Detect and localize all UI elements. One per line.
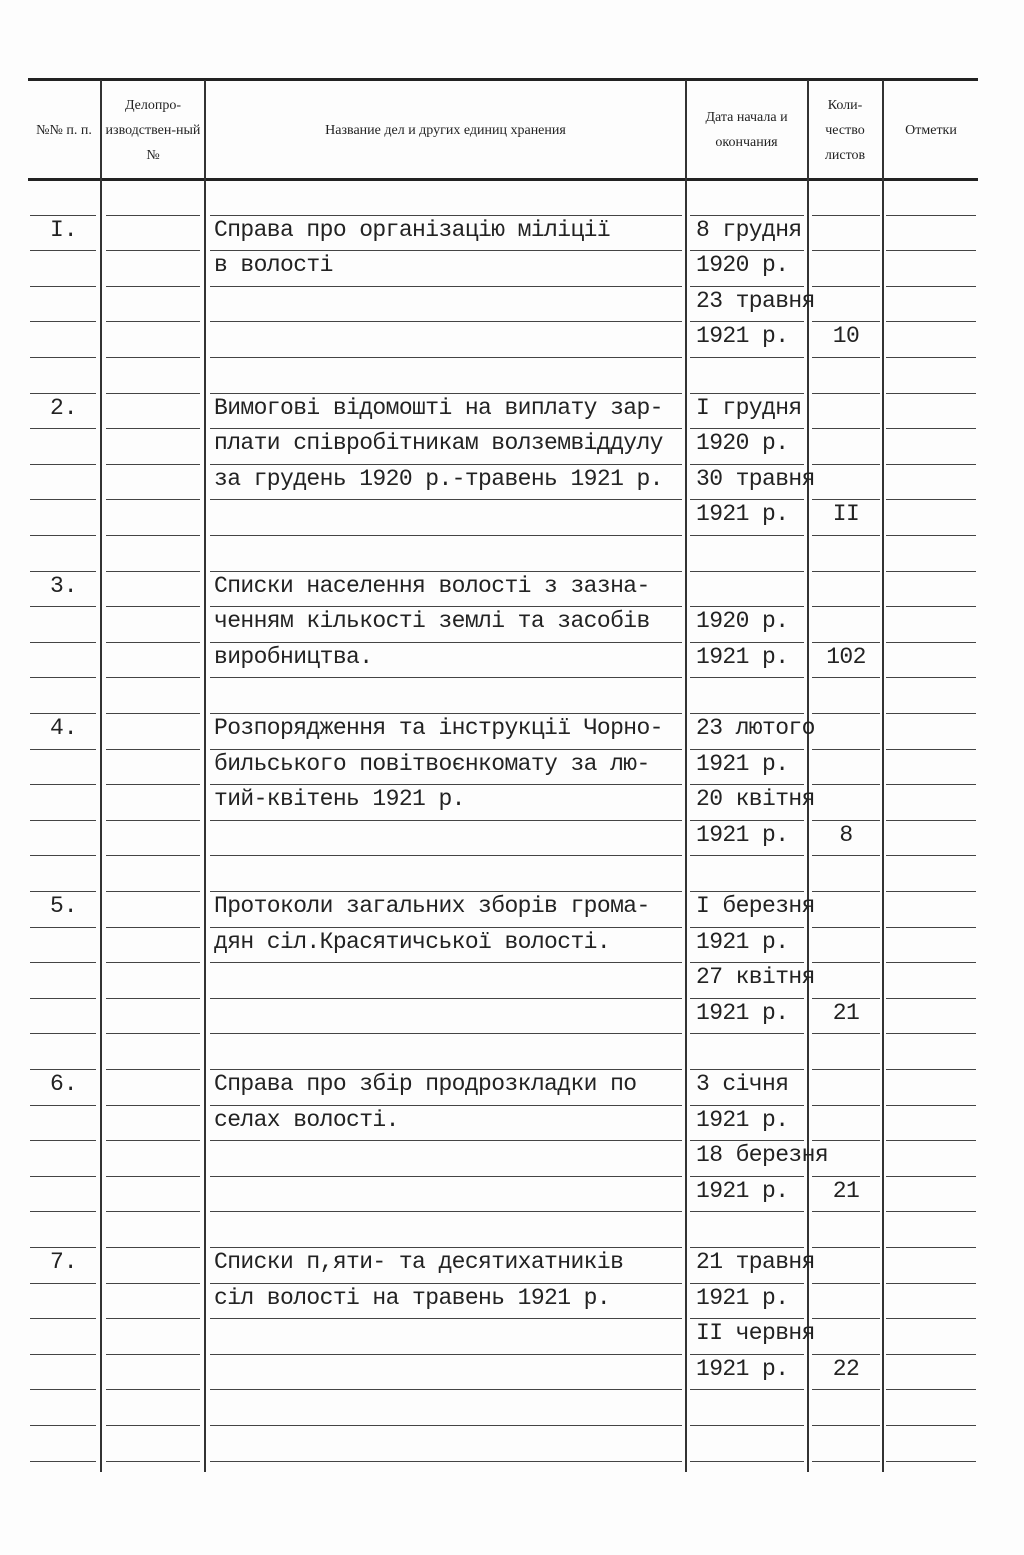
blank-row	[0, 1212, 1024, 1248]
sheets-cell	[812, 394, 880, 430]
date-cell: 21 травня	[690, 1248, 804, 1284]
date-cell: 1921 р.	[690, 821, 804, 857]
sheets-cell	[812, 785, 880, 821]
num-cell: 4.	[30, 714, 96, 750]
num-cell	[30, 1390, 96, 1426]
title-cell	[210, 322, 682, 358]
title-cell	[210, 358, 682, 394]
title-cell	[210, 1319, 682, 1355]
num-cell	[30, 1212, 96, 1248]
num-cell	[30, 1355, 96, 1391]
notes-cell	[886, 1426, 976, 1462]
sheets-cell: 22	[812, 1355, 880, 1391]
office-number-cell	[106, 1141, 200, 1177]
date-cell: 18 березня	[690, 1141, 804, 1177]
sheets-cell	[812, 1212, 880, 1248]
num-cell	[30, 1106, 96, 1142]
blank-row	[0, 1426, 1024, 1462]
title-cell	[210, 821, 682, 857]
num-cell	[30, 1284, 96, 1320]
table-row	[0, 1248, 1024, 1284]
notes-cell	[886, 251, 976, 287]
num-cell	[30, 963, 96, 999]
notes-cell	[886, 1034, 976, 1070]
title-cell	[210, 963, 682, 999]
title-cell	[210, 500, 682, 536]
office-number-cell	[106, 1248, 200, 1284]
office-number-cell	[106, 1355, 200, 1391]
date-cell: 1921 р.	[690, 322, 804, 358]
date-cell: 1921 р.	[690, 500, 804, 536]
notes-cell	[886, 821, 976, 857]
title-cell	[210, 1426, 682, 1462]
office-number-cell	[106, 643, 200, 679]
notes-cell	[886, 963, 976, 999]
sheets-cell	[812, 1106, 880, 1142]
date-cell: I грудня	[690, 394, 804, 430]
sheets-cell	[812, 928, 880, 964]
office-number-cell	[106, 1426, 200, 1462]
header-notes: Отметки	[905, 122, 957, 138]
notes-cell	[886, 1212, 976, 1248]
table-row	[0, 963, 1024, 999]
office-number-cell	[106, 607, 200, 643]
table-row	[0, 287, 1024, 323]
office-number-cell	[106, 1070, 200, 1106]
date-cell	[690, 536, 804, 572]
title-cell: Розпорядження та інструкції Чорно-	[210, 714, 682, 750]
office-number-cell	[106, 358, 200, 394]
sheets-cell	[812, 750, 880, 786]
num-cell	[30, 607, 96, 643]
office-number-cell	[106, 963, 200, 999]
title-cell: ченням кількості землі та засобів	[210, 607, 682, 643]
num-cell	[30, 999, 96, 1035]
table-row	[0, 607, 1024, 643]
num-cell: 7.	[30, 1248, 96, 1284]
date-cell	[690, 1426, 804, 1462]
table-row	[0, 785, 1024, 821]
sheets-cell	[812, 572, 880, 608]
date-cell: 20 квітня	[690, 785, 804, 821]
title-cell: за грудень 1920 р.-травень 1921 р.	[210, 465, 682, 501]
notes-cell	[886, 322, 976, 358]
title-cell	[210, 999, 682, 1035]
table-row	[0, 892, 1024, 928]
sheets-cell	[812, 1070, 880, 1106]
notes-cell	[886, 358, 976, 394]
num-cell	[30, 750, 96, 786]
title-cell	[210, 678, 682, 714]
notes-cell	[886, 856, 976, 892]
sheets-cell: 8	[812, 821, 880, 857]
notes-cell	[886, 572, 976, 608]
notes-cell	[886, 536, 976, 572]
header-dates: Дата начала и окончания	[705, 110, 788, 150]
notes-cell	[886, 1355, 976, 1391]
title-cell	[210, 1212, 682, 1248]
title-cell: тий-квітень 1921 р.	[210, 785, 682, 821]
table-row	[0, 750, 1024, 786]
num-cell: 5.	[30, 892, 96, 928]
num-cell	[30, 1177, 96, 1213]
title-cell	[210, 856, 682, 892]
date-cell	[690, 358, 804, 394]
table-row	[0, 928, 1024, 964]
num-cell	[30, 643, 96, 679]
sheets-cell: 102	[812, 643, 880, 679]
table-row	[0, 1319, 1024, 1355]
sheets-cell	[812, 1426, 880, 1462]
num-cell	[30, 1034, 96, 1070]
blank-row	[0, 1390, 1024, 1426]
notes-cell	[886, 999, 976, 1035]
office-number-cell	[106, 785, 200, 821]
office-number-cell	[106, 465, 200, 501]
title-cell: Списки населення волості з зазна-	[210, 572, 682, 608]
sheets-cell	[812, 963, 880, 999]
office-number-cell	[106, 322, 200, 358]
table-row	[0, 216, 1024, 252]
sheets-cell	[812, 216, 880, 252]
notes-cell	[886, 216, 976, 252]
num-cell	[30, 678, 96, 714]
num-cell: 2.	[30, 394, 96, 430]
sheets-cell	[812, 358, 880, 394]
table-row	[0, 465, 1024, 501]
num-cell: 6.	[30, 1070, 96, 1106]
notes-cell	[886, 1284, 976, 1320]
num-cell	[30, 465, 96, 501]
date-cell: 30 травня	[690, 465, 804, 501]
table-row	[0, 1141, 1024, 1177]
table-row	[0, 643, 1024, 679]
title-cell: селах волості.	[210, 1106, 682, 1142]
title-cell: плати співробітникам волземвіддулу	[210, 429, 682, 465]
notes-cell	[886, 1177, 976, 1213]
sheets-cell: 10	[812, 322, 880, 358]
office-number-cell	[106, 714, 200, 750]
title-cell	[210, 1141, 682, 1177]
title-cell	[210, 1034, 682, 1070]
title-cell: Справа про збір продрозкладки по	[210, 1070, 682, 1106]
office-number-cell	[106, 1177, 200, 1213]
sheets-cell: 21	[812, 999, 880, 1035]
title-cell	[210, 180, 682, 216]
title-cell	[210, 1390, 682, 1426]
notes-cell	[886, 643, 976, 679]
notes-cell	[886, 287, 976, 323]
notes-cell	[886, 465, 976, 501]
office-number-cell	[106, 1284, 200, 1320]
title-cell: в волості	[210, 251, 682, 287]
num-cell	[30, 536, 96, 572]
office-number-cell	[106, 180, 200, 216]
title-cell: Справа про організацію міліції	[210, 216, 682, 252]
num-cell	[30, 500, 96, 536]
title-cell: бильського повітвоєнкомату за лю-	[210, 750, 682, 786]
notes-cell	[886, 607, 976, 643]
blank-row	[0, 1034, 1024, 1070]
blank-row	[0, 358, 1024, 394]
table-row	[0, 714, 1024, 750]
num-cell	[30, 180, 96, 216]
num-cell	[30, 1141, 96, 1177]
title-cell: виробництва.	[210, 643, 682, 679]
table-row	[0, 500, 1024, 536]
num-cell	[30, 358, 96, 394]
table-row	[0, 572, 1024, 608]
notes-cell	[886, 429, 976, 465]
num-cell	[30, 856, 96, 892]
blank-row	[0, 536, 1024, 572]
notes-cell	[886, 1141, 976, 1177]
notes-cell	[886, 500, 976, 536]
notes-cell	[886, 1248, 976, 1284]
office-number-cell	[106, 750, 200, 786]
num-cell	[30, 251, 96, 287]
date-cell: 1921 р.	[690, 999, 804, 1035]
num-cell	[30, 785, 96, 821]
office-number-cell	[106, 429, 200, 465]
title-cell: сіл волості на травень 1921 р.	[210, 1284, 682, 1320]
date-cell	[690, 572, 804, 608]
date-cell	[690, 678, 804, 714]
office-number-cell	[106, 1319, 200, 1355]
date-cell: 1920 р.	[690, 429, 804, 465]
sheets-cell	[812, 536, 880, 572]
office-number-cell	[106, 572, 200, 608]
notes-cell	[886, 892, 976, 928]
table-row	[0, 821, 1024, 857]
office-number-cell	[106, 1212, 200, 1248]
table-row	[0, 1177, 1024, 1213]
num-cell: I.	[30, 216, 96, 252]
sheets-cell	[812, 714, 880, 750]
title-cell: Списки п,яти- та десятихатників	[210, 1248, 682, 1284]
num-cell	[30, 287, 96, 323]
title-cell	[210, 1355, 682, 1391]
title-cell	[210, 536, 682, 572]
office-number-cell	[106, 394, 200, 430]
office-number-cell	[106, 856, 200, 892]
sheets-cell	[812, 678, 880, 714]
num-cell	[30, 429, 96, 465]
date-cell	[690, 1390, 804, 1426]
num-cell	[30, 928, 96, 964]
table-row	[0, 1106, 1024, 1142]
date-cell	[690, 180, 804, 216]
num-cell	[30, 1426, 96, 1462]
date-cell: 3 січня	[690, 1070, 804, 1106]
notes-cell	[886, 1319, 976, 1355]
office-number-cell	[106, 1390, 200, 1426]
blank-row	[0, 678, 1024, 714]
table-row	[0, 322, 1024, 358]
notes-cell	[886, 180, 976, 216]
notes-cell	[886, 750, 976, 786]
notes-cell	[886, 678, 976, 714]
header-top-rule	[28, 78, 978, 81]
date-cell: 1921 р.	[690, 1106, 804, 1142]
notes-cell	[886, 714, 976, 750]
header-title: Название дел и других единиц хранения	[325, 122, 566, 138]
office-number-cell	[106, 678, 200, 714]
date-cell	[690, 1212, 804, 1248]
sheets-cell	[812, 856, 880, 892]
num-cell	[30, 821, 96, 857]
date-cell: 1921 р.	[690, 1355, 804, 1391]
date-cell: 23 травня	[690, 287, 804, 323]
date-cell: II червня	[690, 1319, 804, 1355]
date-cell: 1921 р.	[690, 643, 804, 679]
office-number-cell	[106, 536, 200, 572]
table-row	[0, 1284, 1024, 1320]
sheets-cell	[812, 1390, 880, 1426]
date-cell	[690, 1034, 804, 1070]
date-cell: 1921 р.	[690, 1284, 804, 1320]
date-cell	[690, 856, 804, 892]
table-row	[0, 429, 1024, 465]
header-office-number: Делопро-изводствен-ный №	[105, 97, 201, 163]
notes-cell	[886, 1106, 976, 1142]
table-row	[0, 999, 1024, 1035]
sheets-cell	[812, 1319, 880, 1355]
date-cell: 1921 р.	[690, 750, 804, 786]
sheets-cell	[812, 1141, 880, 1177]
notes-cell	[886, 1070, 976, 1106]
notes-cell	[886, 394, 976, 430]
num-cell	[30, 322, 96, 358]
sheets-cell	[812, 892, 880, 928]
office-number-cell	[106, 287, 200, 323]
table-row	[0, 394, 1024, 430]
date-cell: I березня	[690, 892, 804, 928]
office-number-cell	[106, 892, 200, 928]
title-cell	[210, 1177, 682, 1213]
title-cell: Протоколи загальних зборів грома-	[210, 892, 682, 928]
title-cell: Вимогові відомошті на виплату зар-	[210, 394, 682, 430]
title-cell	[210, 287, 682, 323]
office-number-cell	[106, 1034, 200, 1070]
num-cell	[30, 1319, 96, 1355]
date-cell: 1920 р.	[690, 251, 804, 287]
sheets-cell	[812, 251, 880, 287]
sheets-cell	[812, 465, 880, 501]
office-number-cell	[106, 821, 200, 857]
date-cell: 1921 р.	[690, 1177, 804, 1213]
date-cell: 27 квітня	[690, 963, 804, 999]
sheets-cell	[812, 287, 880, 323]
office-number-cell	[106, 928, 200, 964]
table-row	[0, 1070, 1024, 1106]
date-cell: 8 грудня	[690, 216, 804, 252]
num-cell: 3.	[30, 572, 96, 608]
table-row	[0, 1355, 1024, 1391]
office-number-cell	[106, 1106, 200, 1142]
notes-cell	[886, 785, 976, 821]
sheets-cell	[812, 1034, 880, 1070]
date-cell: 1921 р.	[690, 928, 804, 964]
header-sheets: Коли-чество листов	[824, 97, 866, 163]
sheets-cell	[812, 180, 880, 216]
office-number-cell	[106, 999, 200, 1035]
sheets-cell	[812, 1248, 880, 1284]
sheets-cell	[812, 607, 880, 643]
sheets-cell: II	[812, 500, 880, 536]
date-cell: 23 лютого	[690, 714, 804, 750]
title-cell: дян сіл.Красятичської волості.	[210, 928, 682, 964]
sheets-cell: 21	[812, 1177, 880, 1213]
header-num: №№ п. п.	[36, 122, 92, 138]
office-number-cell	[106, 251, 200, 287]
table-row	[0, 251, 1024, 287]
notes-cell	[886, 928, 976, 964]
blank-row	[0, 856, 1024, 892]
blank-row	[0, 180, 1024, 216]
notes-cell	[886, 1390, 976, 1426]
office-number-cell	[106, 216, 200, 252]
sheets-cell	[812, 429, 880, 465]
date-cell: 1920 р.	[690, 607, 804, 643]
sheets-cell	[812, 1284, 880, 1320]
office-number-cell	[106, 500, 200, 536]
